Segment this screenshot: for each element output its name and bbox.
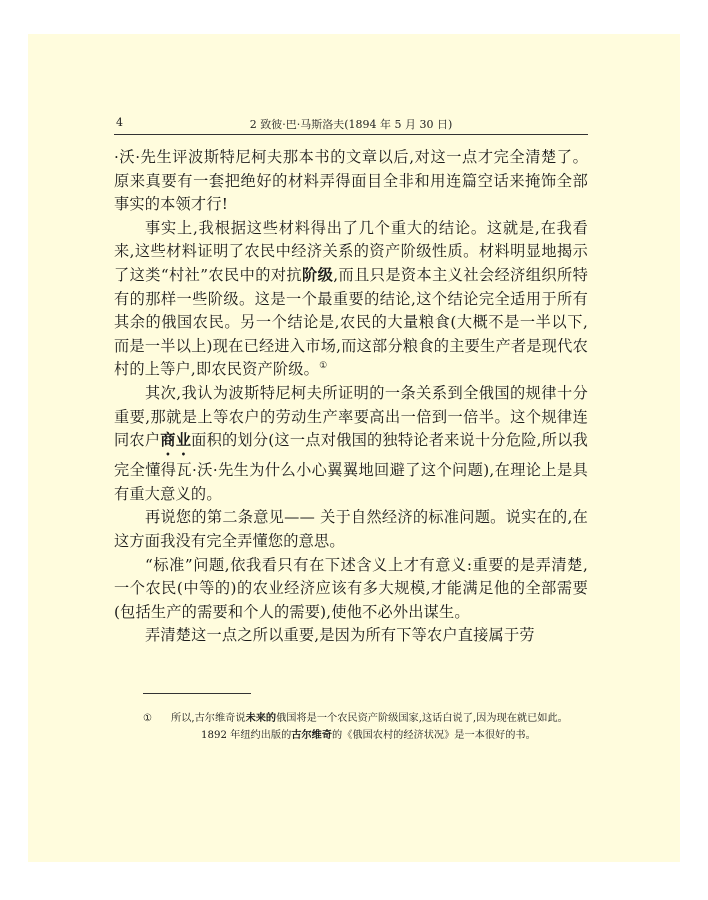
footnote-mark[interactable]: ① bbox=[319, 361, 328, 372]
paragraph-6: 弄清楚这一点之所以重要,是因为所有下等农户直接属于劳 bbox=[145, 626, 535, 645]
paragraph-1: ·沃·先生评波斯特尼柯夫那本书的文章以后,对这一点才完全清楚了。原来真要有一套把绝好的材料弄得面目全非和用连篇空话来掩饰全部事实的本领才行! bbox=[114, 148, 588, 214]
running-title: 2 致彼·巴·马斯洛夫(1894 年 5 月 30 日) bbox=[249, 118, 453, 131]
emphasis-text: 阶级 bbox=[302, 265, 334, 284]
footnote-1-continuation: 1892 年纽约出版的古尔维奇的《俄国农村的经济状况》是一本很好的书。 bbox=[201, 729, 536, 741]
paragraph-2: 事实上,我根据这些材料得出了几个重大的结论。这就是,在我看来,这些材料证明了农民中经济关系的资产阶级性质。材料明显地揭示了这类“村社”农民中的对抗阶级,而且只是资本主义社会经济组织所特有的那样一些阶级。这是一个最重要的结论,这个结论完全适用于所有其余的俄国农民。另一个结论是,农民的大量粮食(大概不是一半以下,而是一半以上)现在已经进入市场,而这部分粮食的主要生产者是现代农村的上等户,即农民资产阶级。① bbox=[114, 218, 588, 379]
paragraph-4: 再说您的第二条意见—— 关于自然经济的标准问题。说实在的,在这方面我没有完全弄懂您的意思。 bbox=[114, 508, 588, 550]
paragraph-5: “标准”问题,依我看只有在下述含义上才有意义:重要的是弄清楚,一个农民(中等的)的农业经济应该有多大规模,才能满足他的全部需要(包括生产的需要和个人的需要),使他不必外出谋生。 bbox=[114, 555, 588, 621]
running-header bbox=[114, 112, 588, 135]
paragraph-3: 其次,我认为波斯特尼柯夫所证明的一条关系到全俄国的规律十分重要,那就是上等农户的劳动生产率要高出一倍到一倍半。这个规律连同农户商业面积的划分(这一点对俄国的独特论者来说十分危险,所以我完全懂得瓦·沃·先生为什么小心翼翼地回避了这个问题),在理论上是具有重大意义的。 bbox=[114, 383, 588, 503]
footnotes bbox=[143, 710, 589, 744]
dotted-emphasis-text: 商业 bbox=[160, 431, 192, 450]
footnote-divider bbox=[143, 693, 251, 694]
footnote-number: ① bbox=[143, 713, 153, 724]
page-number: 4 bbox=[116, 116, 123, 129]
footnote-author-name: 古尔维奇 bbox=[291, 729, 333, 741]
footnote-emphasis: 未来的 bbox=[245, 712, 277, 724]
footnote-1: ① 所以,古尔维奇说未来的俄国将是一个农民资产阶级国家,这话白说了,因为现在就已如此。 bbox=[143, 710, 589, 727]
body-text bbox=[114, 146, 588, 648]
